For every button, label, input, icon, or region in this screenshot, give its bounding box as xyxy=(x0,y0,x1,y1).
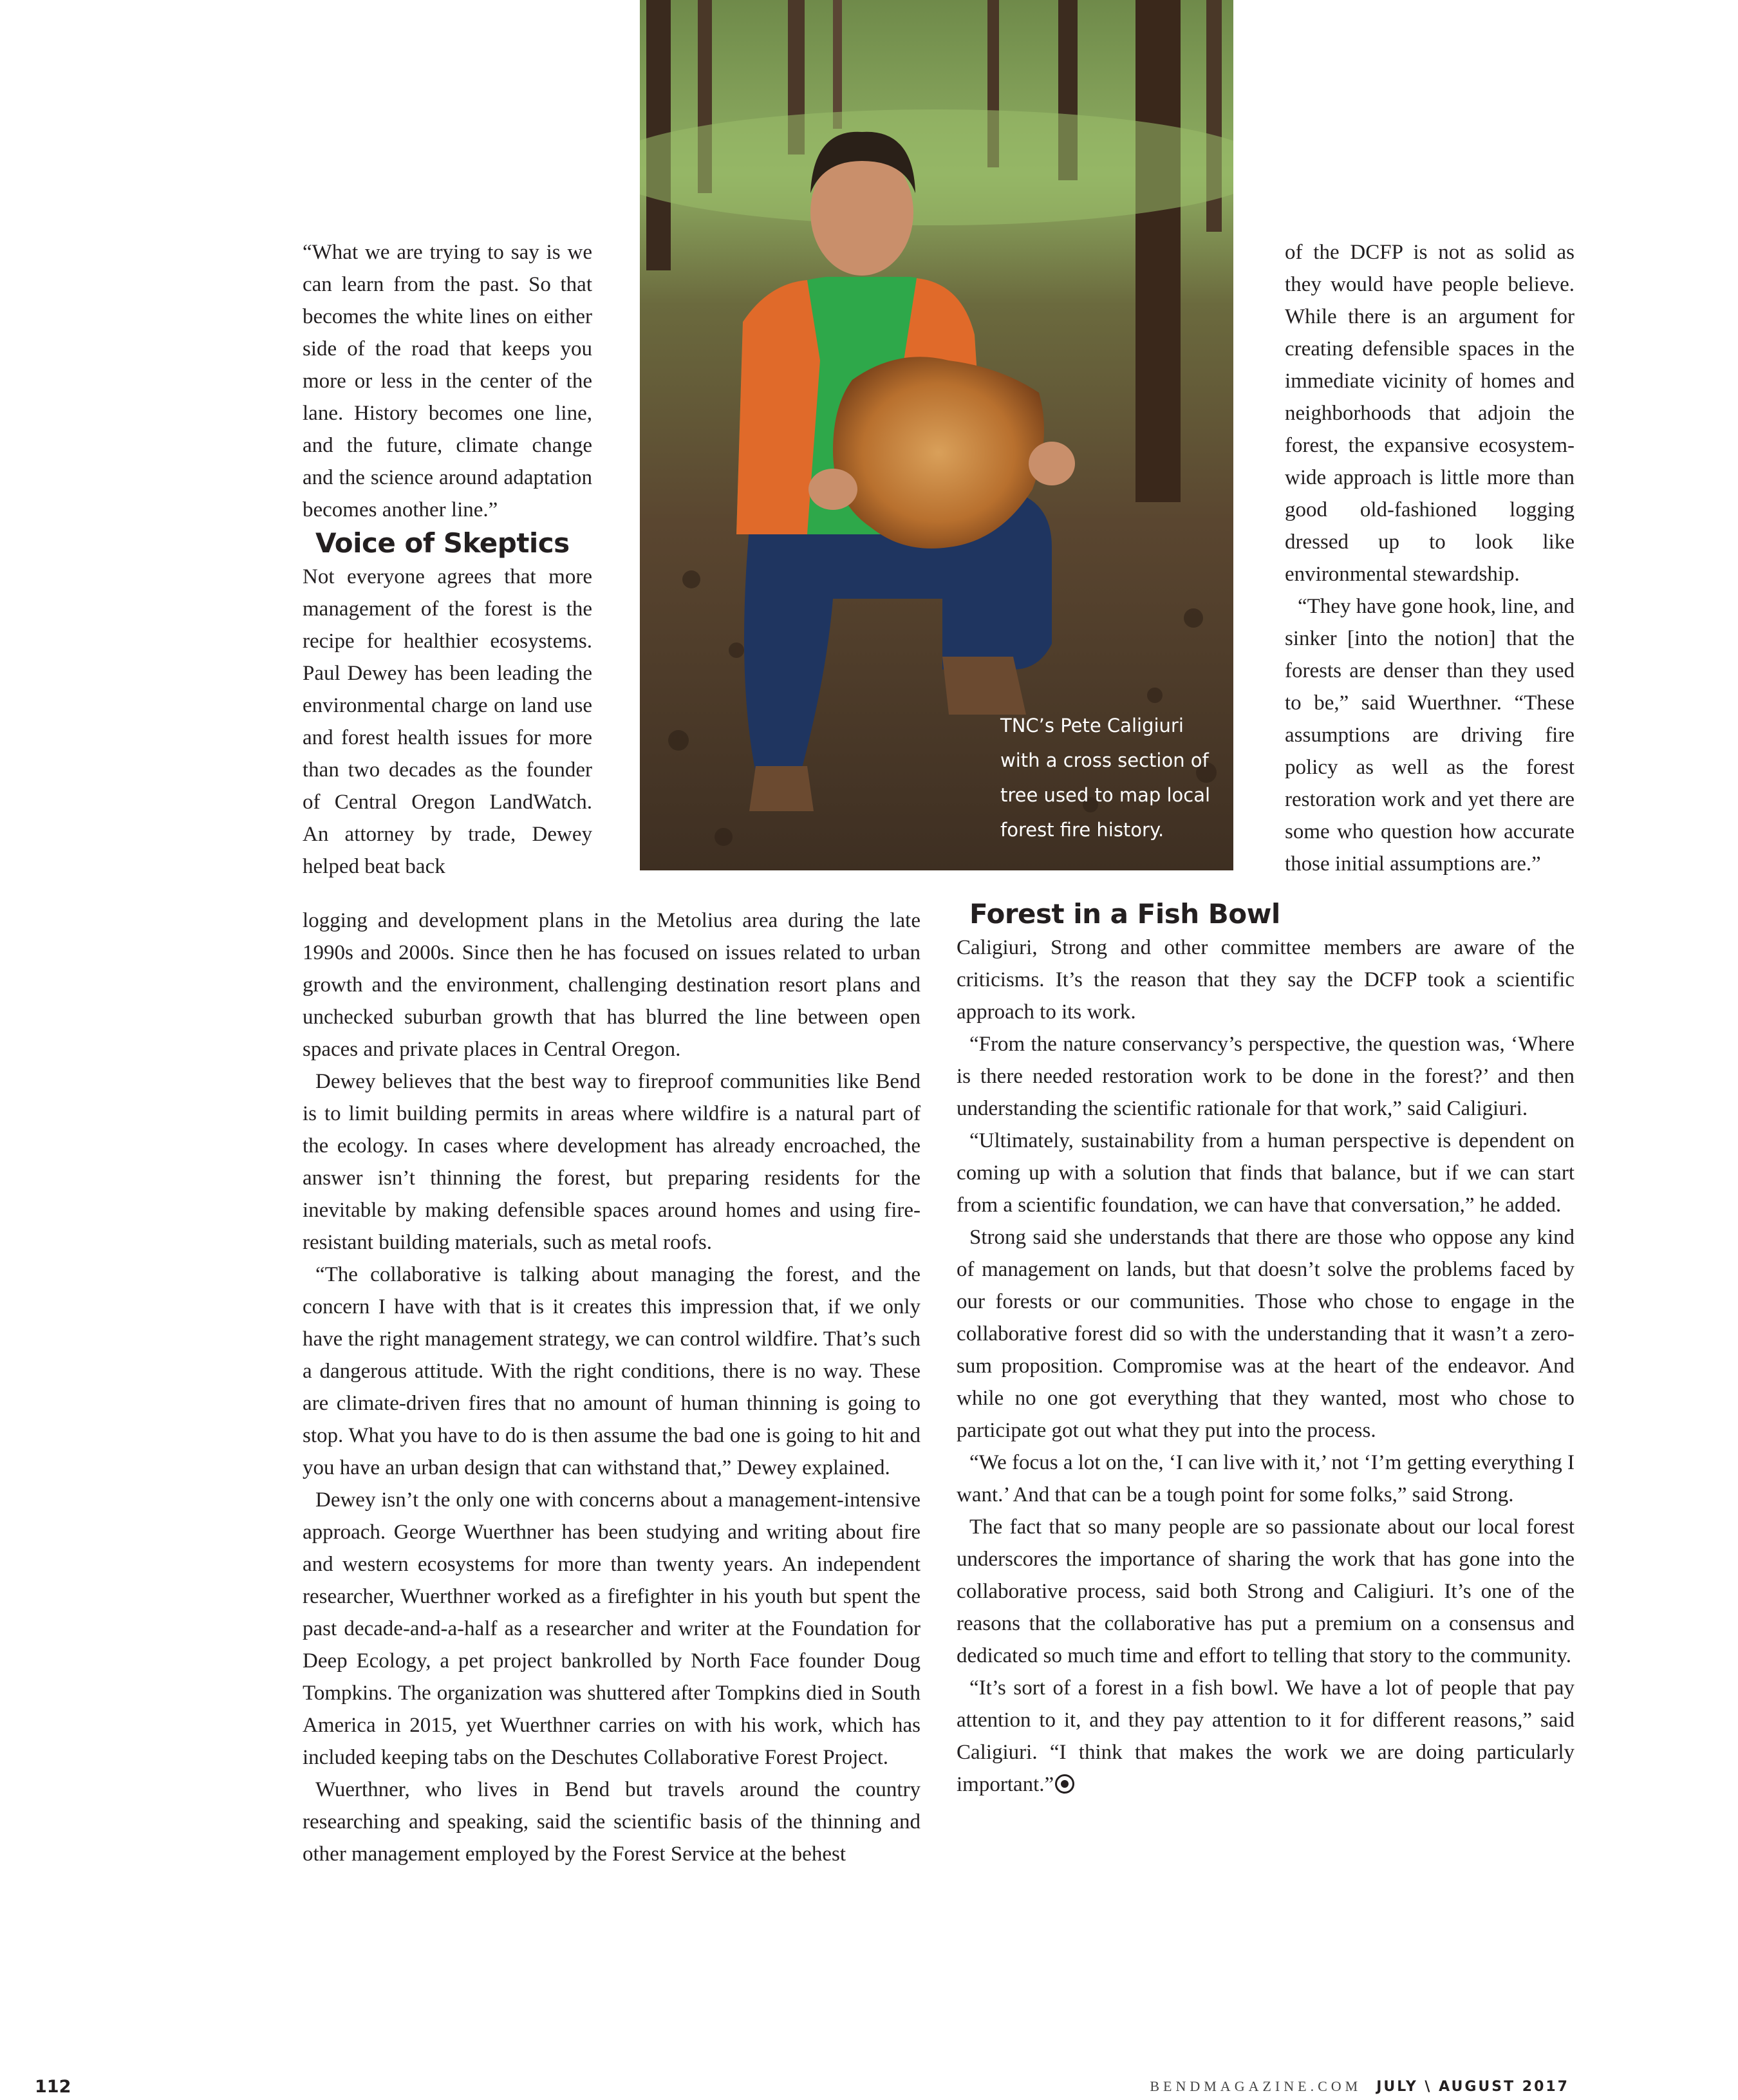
body-paragraph: logging and development plans in the Metolius area during the late 1990s and 2000s. Since then he has focused on issues related to urban growth and the environment, challenging destination resort plans and unchecked suburban growth that has blurred the line between open spaces and private places in Central Oregon. xyxy=(303,909,920,1061)
site-name: BENDMAGAZINE.COM xyxy=(1150,2078,1362,2094)
left-column-bottom xyxy=(303,905,920,1870)
right-column-top xyxy=(1285,236,1574,880)
body-paragraph: of the DCFP is not as solid as they would have people believe. While there is an argument for creating defensible spaces in the immediate vicinity of homes and neighborhoods that adjoin the forest, the expansive ecosystem-wide approach is little more than good old-fashioned logging dressed up to look like environmental stewardship. xyxy=(1285,241,1574,586)
body-paragraph: “From the nature conservancy’s perspective, the question was, ‘Where is there needed restoration work to be done in the forest?’ and then understanding the scientific rationale for that work,” said Caligiuri. xyxy=(957,1033,1574,1120)
body-paragraph: “Ultimately, sustainability from a human perspective is dependent on coming up with a solution that finds that balance, but if we can start from a scientific foundation, we can have that conversation,” he added. xyxy=(957,1129,1574,1217)
body-paragraph: “We focus a lot on the, ‘I can live with it,’ not ‘I’m getting everything I want.’ And that can be a tough point for some folks,” said Strong. xyxy=(957,1451,1574,1506)
body-paragraph: Dewey believes that the best way to fireproof communities like Bend is to limit building permits in areas where wildfire is a natural part of the ecology. In cases where development has already encroached, the answer isn’t thinning the forest, but preparing residents for the inevitable by making defensible spaces around homes and using fire-resistant building materials, such as metal roofs. xyxy=(303,1070,920,1254)
body-paragraph: Caligiuri, Strong and other committee members are aware of the criticisms. It’s the reason that they say the DCFP took a scientific approach to its work. xyxy=(957,936,1574,1024)
body-paragraph: “They have gone hook, line, and sinker [into the notion] that the forests are denser than they used to be,” said Wuerthner. “These assumptions are driving fire policy as well as the forest restoration work and yet there are some who question how accurate those initial assumptions are.” xyxy=(1285,595,1574,876)
footer-folio xyxy=(1150,2078,1569,2095)
opening-quote: “What we are trying to say is we can learn from the past. So that becomes the white lines on either side of the road that keeps you more or less in the center of the lane. History becomes one line, and the future, climate change and the science around adaptation becomes another line.” xyxy=(303,241,592,521)
page-number: 112 xyxy=(35,2077,71,2097)
forest-photo xyxy=(640,0,1233,870)
right-column-bottom xyxy=(957,897,1574,1801)
closing-quote: “It’s sort of a forest in a fish bowl. We have a lot of people that pay attention to it, and they pay attention to it for different reasons,” said Caligiuri. “I think that makes the work we are doing particularly important.” xyxy=(957,1676,1574,1796)
section-heading-forest-in-a-fish-bowl: Forest in a Fish Bowl xyxy=(969,898,1280,930)
body-paragraph: “The collaborative is talking about managing the forest, and the concern I have with that is it creates this impression that, if we only have the right management strategy, we can control wildfire. That’s such a dangerous attitude. With the right conditions, there is no way. These are climate-driven fires that no amount of human thinning is going to stop. What you have to do is then assume the bad one is going to hit and you have an urban design that can withstand that,” Dewey explained. xyxy=(303,1263,920,1479)
section-heading-voice-of-skeptics: Voice of Skeptics xyxy=(315,527,570,559)
left-column-top xyxy=(303,236,592,883)
body-paragraph xyxy=(957,1672,1574,1801)
body-paragraph: Dewey isn’t the only one with concerns about a management-intensive approach. George Wuerthner has been studying and writing about fire and western ecosystems for more than twenty years. An independent researcher, Wuerthner worked as a firefighter in his youth but spent the past decade-and-a-half as a researcher and writer at the Foundation for Deep Ecology, a pet project bankrolled by North Face founder Doug Tompkins. The organization was shuttered after Tompkins died in South America in 2015, yet Wuerthner carries on with his work, which has included keeping tabs on the Deschutes Collaborative Forest Project. xyxy=(303,1488,920,1769)
body-paragraph: Wuerthner, who lives in Bend but travels around the country researching and speaking, said the scientific basis of the thinning and other management employed by the Forest Service at the behest xyxy=(303,1778,920,1866)
end-mark-icon xyxy=(1055,1774,1074,1794)
body-paragraph: Strong said she understands that there are those who oppose any kind of management on lands, but that doesn’t solve the problems faced by our forests or our communities. Those who chose to engage in the collaborative forest did so with the understanding that it wasn’t a zero-sum proposition. Compromise was at the heart of the endeavor. And while no one got everything that they wanted, most who chose to participate got out what they put into the process. xyxy=(957,1226,1574,1442)
issue-date: JULY \ AUGUST 2017 xyxy=(1376,2079,1569,2095)
skeptics-paragraph: Not everyone agrees that more management of the forest is the recipe for healthier ecosystems. Paul Dewey has been leading the environmental charge on land use and forest health issues for more than two decades as the founder of Central Oregon LandWatch. An attorney by trade, Dewey helped beat back xyxy=(303,565,592,878)
body-paragraph: The fact that so many people are so passionate about our local forest underscores the importance of sharing the work that has gone into the collaborative process, said both Strong and Caligiuri. It’s one of the reasons that the collaborative has put a premium on a consensus and dedicated so much time and effort to telling that story to the community. xyxy=(957,1515,1574,1667)
photo-caption: TNC’s Pete Caligiuri with a cross section of tree used to map local forest fire history. xyxy=(1000,715,1211,841)
